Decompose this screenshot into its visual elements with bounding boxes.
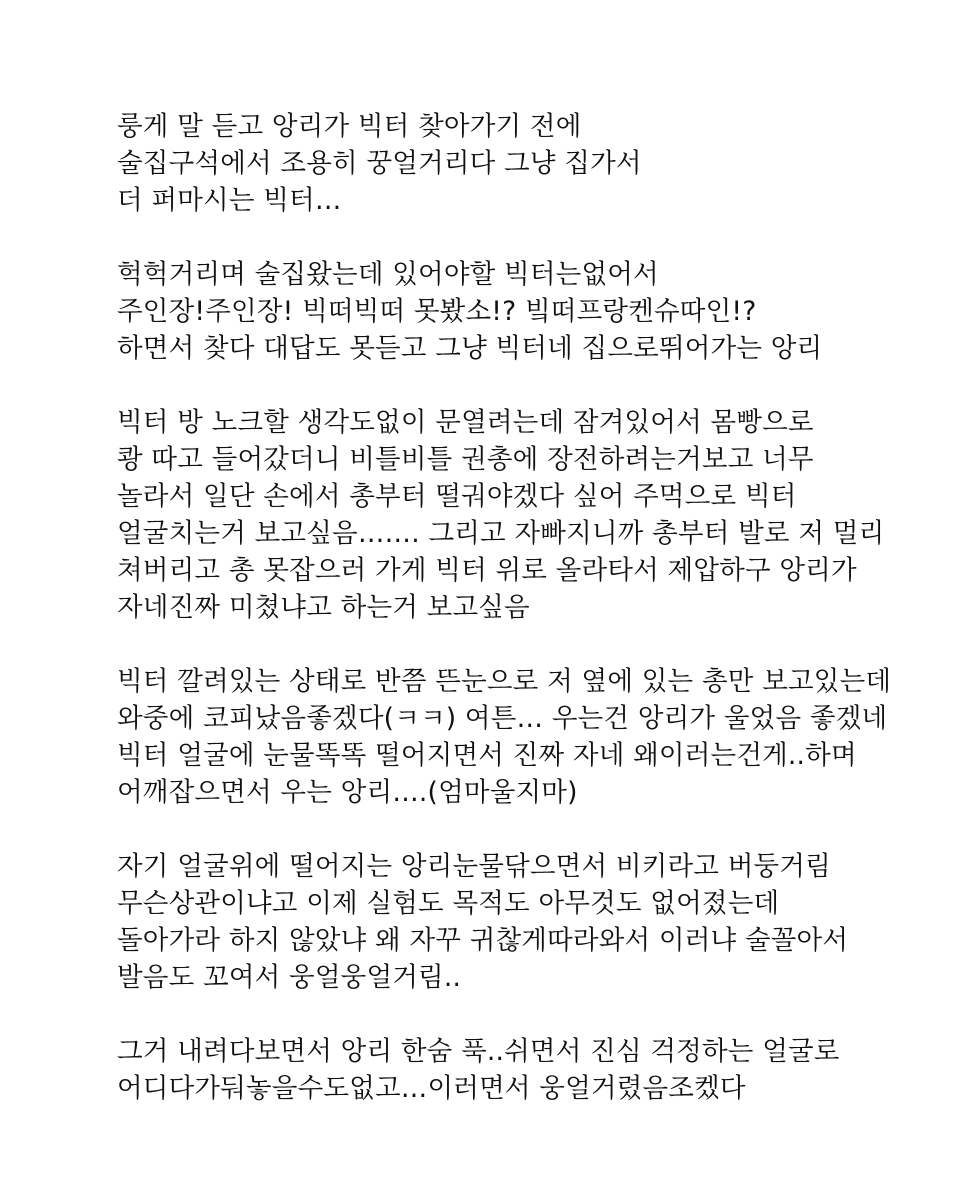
text-line: 주인장!주인장! 빅떠빅떠 못봤소!? 빜떠프랑켄슈따인!? bbox=[117, 296, 757, 327]
text-line: 더 퍼마시는 빅터… bbox=[117, 185, 342, 216]
text-line: 빅터 얼굴에 눈물똑똑 떨어지면서 진짜 자네 왜이러는건게..하며 bbox=[117, 740, 857, 771]
text-line: 쳐버리고 총 못잡으러 가게 빅터 위로 올라타서 제압하구 앙리가 bbox=[117, 555, 857, 586]
paragraph-6 bbox=[117, 1033, 937, 1107]
text-line: 돌아가라 하지 않았냐 왜 자꾸 귀찮게따라와서 이러냐 술꼴아서 bbox=[117, 925, 849, 956]
paragraph-2 bbox=[117, 256, 937, 367]
text-line: 자기 얼굴위에 떨어지는 앙리눈물닦으면서 비키라고 버둥거림 bbox=[117, 851, 831, 882]
paragraph-4 bbox=[117, 663, 937, 811]
text-line: 그거 내려다보면서 앙리 한숨 푹..쉬면서 진심 걱정하는 얼굴로 bbox=[117, 1036, 840, 1067]
text-line: 어깨잡으면서 우는 앙리….(엄마울지마) bbox=[117, 777, 578, 808]
text-line: 얼굴치는거 보고싶음……. 그리고 자빠지니까 총부터 발로 저 멀리 bbox=[117, 518, 885, 549]
text-line: 어디다가둬놓을수도없고…이러면서 웅얼거렸음조켔다 bbox=[117, 1073, 746, 1104]
text-line: 자네진짜 미쳤냐고 하는거 보고싶음 bbox=[117, 592, 530, 623]
text-line: 술집구석에서 조용히 꿍얼거리다 그냥 집가서 bbox=[117, 148, 642, 179]
paragraph-3 bbox=[117, 404, 937, 626]
text-line: 빅터 방 노크할 생각도없이 문열려는데 잠겨있어서 몸빵으로 bbox=[117, 407, 814, 438]
story-text bbox=[117, 108, 937, 1144]
text-line: 놀라서 일단 손에서 총부터 떨궈야겠다 싶어 주먹으로 빅터 bbox=[117, 481, 797, 512]
text-line: 와중에 코피났음좋겠다(ㅋㅋ) 여튼… 우는건 앙리가 울었음 좋겠네 bbox=[117, 703, 888, 734]
text-line: 헉헉거리며 술집왔는데 있어야할 빅터는없어서 bbox=[117, 259, 659, 290]
text-line: 룽게 말 듣고 앙리가 빅터 찾아가기 전에 bbox=[117, 111, 582, 142]
paragraph-1 bbox=[117, 108, 937, 219]
text-line: 무슨상관이냐고 이제 실험도 목적도 아무것도 없어졌는데 bbox=[117, 888, 780, 919]
text-line: 쾅 따고 들어갔더니 비틀비틀 권총에 장전하려는거보고 너무 bbox=[117, 444, 814, 475]
paragraph-5 bbox=[117, 848, 937, 996]
text-line: 하면서 찾다 대답도 못듣고 그냥 빅터네 집으로뛰어가는 앙리 bbox=[117, 333, 823, 364]
text-line: 발음도 꼬여서 웅얼웅얼거림.. bbox=[117, 962, 462, 993]
text-line: 빅터 깔려있는 상태로 반쯤 뜬눈으로 저 옆에 있는 총만 보고있는데 bbox=[117, 666, 892, 697]
